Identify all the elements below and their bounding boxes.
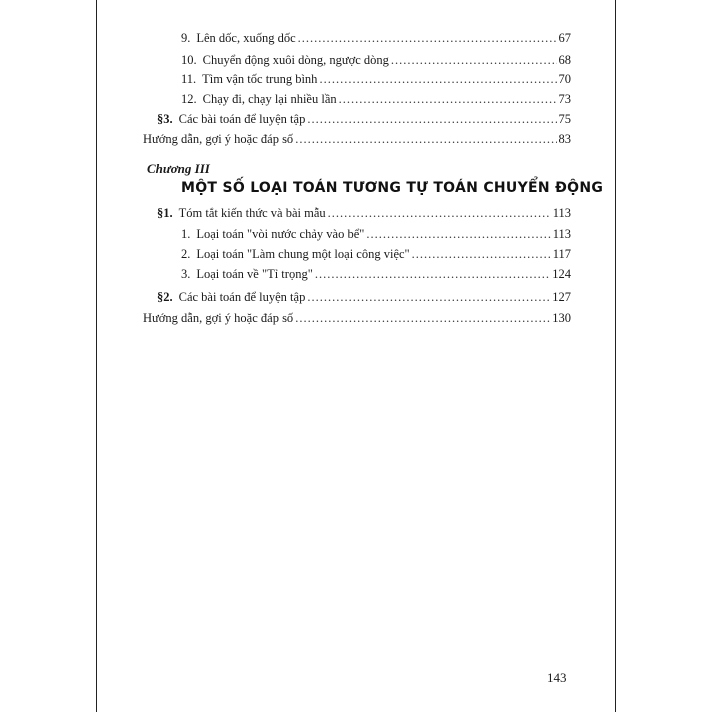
- entry-page: 113: [552, 227, 571, 241]
- toc-entry: [181, 30, 571, 46]
- toc-entry: [181, 226, 571, 242]
- entry-page: 70: [558, 72, 571, 86]
- dot-leader: [295, 131, 556, 147]
- toc-entry: [181, 91, 571, 107]
- entry-title: Chuyển động xuôi dòng, ngược dòng: [202, 53, 389, 67]
- dot-leader: [339, 91, 557, 107]
- entry-title: Loại toán "vòi nước chảy vào bể": [196, 227, 365, 241]
- entry-number: 2.: [181, 247, 191, 261]
- entry-page: 127: [552, 290, 571, 304]
- section-number: §1.: [157, 206, 173, 220]
- entry-page: 124: [552, 267, 571, 281]
- toc-section: [157, 111, 571, 127]
- entry-number: 9.: [181, 31, 191, 45]
- entry-title: Tìm vận tốc trung bình: [202, 72, 318, 86]
- dot-leader: [307, 111, 556, 127]
- toc-entry: [181, 266, 571, 282]
- entry-page: 68: [558, 53, 571, 67]
- entry-title: Tóm tắt kiến thức và bài mẫu: [178, 206, 326, 220]
- dot-leader: [412, 246, 551, 262]
- dot-leader: [315, 266, 550, 282]
- dot-leader: [391, 52, 557, 68]
- page-number: 143: [547, 670, 567, 685]
- entry-title: Các bài toán để luyện tập: [178, 290, 306, 304]
- entry-title: Loại toán về "Tỉ trọng": [196, 267, 313, 281]
- entry-title: Lên dốc, xuống dốc: [196, 31, 296, 45]
- entry-number: 3.: [181, 267, 191, 281]
- entry-page: 117: [552, 247, 571, 261]
- entry-page: 73: [558, 92, 571, 106]
- toc-section: [157, 289, 571, 305]
- entry-page: 67: [558, 31, 571, 45]
- entry-page: 75: [558, 112, 571, 126]
- chapter-title: MỘT SỐ LOẠI TOÁN TƯƠNG TỰ TOÁN CHUYỂN ĐỘNG: [181, 180, 604, 196]
- chapter-label: Chương III: [147, 161, 210, 176]
- entry-page: 83: [558, 132, 571, 146]
- entry-number: 12.: [181, 92, 197, 106]
- dot-leader: [298, 30, 557, 46]
- toc-entry: [181, 246, 571, 262]
- entry-title: Loại toán "Làm chung một loại công việc": [196, 247, 410, 261]
- entry-page: 130: [552, 311, 571, 325]
- entry-number: 1.: [181, 227, 191, 241]
- dot-leader: [328, 205, 551, 221]
- dot-leader: [366, 226, 550, 242]
- dot-leader: [307, 289, 550, 305]
- entry-title: Các bài toán để luyện tập: [178, 112, 306, 126]
- section-number: §2.: [157, 290, 173, 304]
- entry-title: Hướng dẫn, gợi ý hoặc đáp số: [143, 132, 294, 146]
- toc-entry: [181, 71, 571, 87]
- toc-section: [143, 310, 571, 326]
- toc-section: [143, 131, 571, 147]
- entry-title: Hướng dẫn, gợi ý hoặc đáp số: [143, 311, 294, 325]
- dot-leader: [295, 310, 550, 326]
- entry-page: 113: [552, 206, 571, 220]
- toc-section: [157, 205, 571, 221]
- entry-title: Chạy đi, chạy lại nhiều lần: [202, 92, 337, 106]
- toc-entry: [181, 52, 571, 68]
- dot-leader: [319, 71, 556, 87]
- entry-number: 10.: [181, 53, 197, 67]
- entry-number: 11.: [181, 72, 197, 86]
- section-number: §3.: [157, 112, 173, 126]
